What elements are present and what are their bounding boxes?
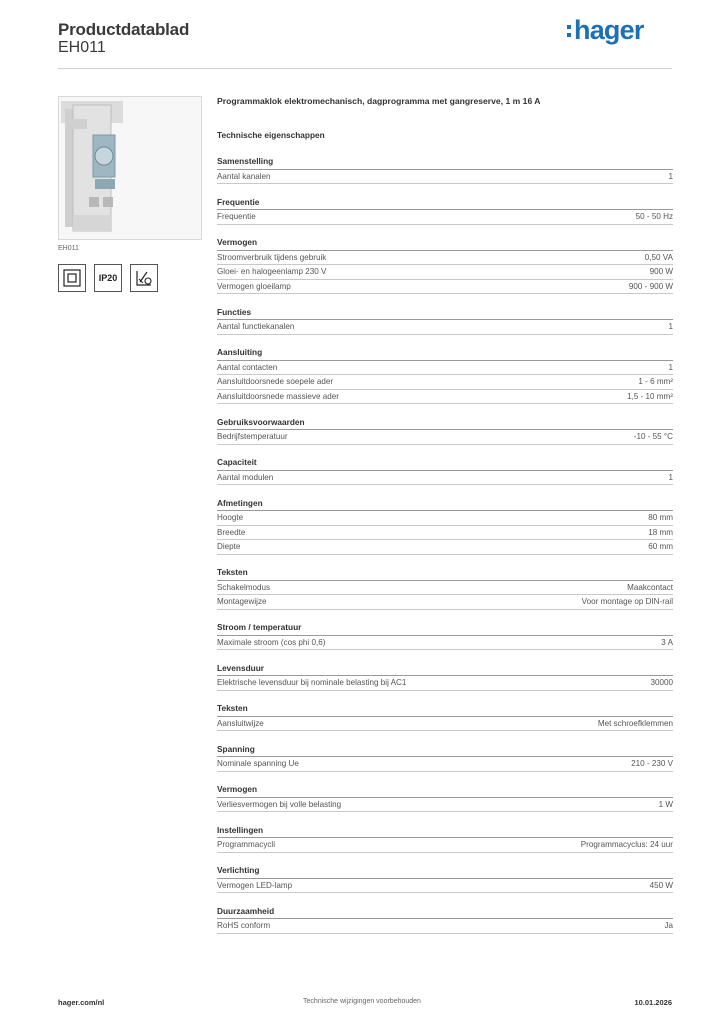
spec-label: Aansluitdoorsnede soepele ader [217, 377, 334, 386]
spec-row [217, 375, 673, 390]
spec-section [217, 566, 673, 610]
spec-row [217, 757, 673, 772]
product-description: Programmaklok elektromechanisch, dagprogramma met gangreserve, 1 m 16 A [217, 96, 541, 106]
section-title: Vermogen [217, 236, 673, 251]
spec-value: Maakcontact [627, 582, 673, 592]
spec-section [217, 743, 673, 772]
spec-row [217, 636, 673, 651]
specifications [217, 96, 673, 934]
spec-label: Hoogte [217, 513, 244, 522]
section-spacer [217, 225, 673, 237]
spec-value: 1,5 - 10 mm² [627, 391, 673, 401]
section-title: Vermogen [217, 783, 673, 798]
hager-logo [567, 16, 655, 46]
spec-row [217, 879, 673, 894]
spec-value: 50 - 50 Hz [635, 212, 673, 221]
logo-dot-upper [567, 25, 571, 29]
spec-label: Elektrische levensduur bij nominale belasting bij AC1 [217, 678, 407, 687]
spec-label: Verliesvermogen bij volle belasting [217, 799, 342, 809]
spec-row [217, 430, 673, 445]
spec-label: Breedte [217, 527, 246, 537]
spec-section [217, 621, 673, 650]
spec-value: Ja [664, 921, 673, 930]
section-title: Frequentie [217, 196, 673, 211]
spec-value: 900 - 900 W [628, 281, 673, 291]
spec-section [217, 306, 673, 335]
spec-section [217, 155, 673, 184]
spec-section [217, 905, 673, 934]
spec-row [217, 717, 673, 732]
section-title: Capaciteit [217, 456, 673, 471]
section-spacer [217, 294, 673, 306]
section-title: Instellingen [217, 824, 673, 839]
spec-label: Vermogen gloeilamp [217, 281, 291, 291]
spec-section [217, 702, 673, 731]
spec-label: Diepte [217, 542, 241, 551]
section-spacer [217, 404, 673, 416]
spec-row [217, 390, 673, 405]
spec-value: 0,50 VA [644, 252, 673, 262]
spec-row [217, 581, 673, 596]
spec-label: Aantal modulen [217, 472, 274, 482]
spec-section [217, 497, 673, 555]
section-spacer [217, 812, 673, 824]
section-spacer [217, 893, 673, 905]
section-title: Spanning [217, 743, 673, 758]
section-title: Levensduur [217, 662, 673, 677]
spec-label: Programmacycli [217, 840, 276, 849]
product-image [58, 96, 202, 240]
image-caption: EH011 [58, 245, 79, 252]
spec-label: Bedrijfstemperatuur [217, 432, 288, 441]
section-title: Verlichting [217, 864, 673, 879]
spec-row [217, 595, 673, 610]
spec-value: 80 mm [648, 513, 673, 522]
spec-row [217, 676, 673, 691]
spec-section [217, 783, 673, 812]
section-title: Teksten [217, 566, 673, 581]
spec-value: Voor montage op DIN-rail [581, 597, 673, 606]
spec-value: 18 mm [648, 527, 673, 537]
spec-section [217, 824, 673, 853]
logo-dot-lower [567, 33, 571, 37]
spec-row [217, 919, 673, 934]
spec-label: Aantal kanalen [217, 171, 271, 181]
section-spacer [217, 445, 673, 457]
spec-label: Stroomverbruik tijdens gebruik [217, 252, 327, 262]
spec-value: 1 [668, 472, 673, 482]
spec-value: 1 [668, 322, 673, 331]
section-spacer [217, 610, 673, 622]
spec-value: 450 W [649, 880, 673, 890]
section-title: Samenstelling [217, 155, 673, 170]
ip20-badge: IP20 [94, 264, 122, 292]
spec-row [217, 526, 673, 541]
spec-value: 210 - 230 V [631, 759, 673, 768]
spec-value: 30000 [650, 678, 673, 687]
spec-section [217, 416, 673, 445]
section-spacer [217, 184, 673, 196]
spec-section [217, 662, 673, 691]
din-rail-mounting-icon [130, 264, 158, 292]
spec-row [217, 265, 673, 280]
spec-section [217, 196, 673, 225]
spec-label: RoHS conform [217, 921, 271, 930]
page-title: Productdatablad [58, 20, 190, 39]
section-title: Aansluiting [217, 346, 673, 361]
spec-label: Montagewijze [217, 597, 267, 606]
spec-value: 3 A [661, 637, 673, 647]
spec-row [217, 798, 673, 813]
spec-label: Vermogen LED-lamp [217, 880, 293, 890]
spec-value: Programmacyclus: 24 uur [580, 840, 673, 849]
spec-label: Aansluitwijze [217, 718, 264, 728]
spec-label: Aantal functiekanalen [217, 322, 295, 331]
section-spacer [217, 335, 673, 347]
spec-row [217, 170, 673, 185]
spec-section [217, 864, 673, 893]
section-title: Stroom / temperatuur [217, 621, 673, 636]
header-divider [58, 68, 672, 69]
spec-row [217, 320, 673, 335]
timer-switch-illustration [59, 97, 201, 239]
spec-row [217, 361, 673, 376]
section-spacer [217, 853, 673, 865]
spec-label: Frequentie [217, 212, 256, 221]
section-spacer [217, 650, 673, 662]
section-title: Teksten [217, 702, 673, 717]
section-spacer [217, 485, 673, 497]
certification-icons [58, 264, 158, 292]
spec-row [217, 540, 673, 555]
spec-row [217, 251, 673, 266]
section-spacer [217, 555, 673, 567]
spec-row [217, 511, 673, 526]
spec-row [217, 838, 673, 853]
logo-text: hager [574, 15, 644, 45]
spec-label: Gloei- en halogeenlamp 230 V [217, 267, 327, 276]
spec-value: Met schroefklemmen [597, 718, 673, 728]
spec-row [217, 280, 673, 295]
section-title: Duurzaamheid [217, 905, 673, 920]
spec-label: Schakelmodus [217, 582, 271, 592]
spec-value: 1 [668, 362, 673, 372]
section-spacer [217, 691, 673, 703]
double-insulation-icon [58, 264, 86, 292]
spec-label: Aantal contacten [217, 362, 278, 372]
section-spacer [217, 772, 673, 784]
section-spacer [217, 731, 673, 743]
spec-sections [217, 155, 673, 934]
spec-label: Nominale spanning Ue [217, 759, 299, 768]
spec-value: 1 [668, 171, 673, 181]
spec-section [217, 236, 673, 294]
footer-website[interactable]: hager.com/nl [58, 998, 105, 1007]
section-title: Afmetingen [217, 497, 673, 512]
footer-date: 10.01.2026 [634, 998, 672, 1007]
section-title: Gebruiksvoorwaarden [217, 416, 673, 431]
spec-label: Aansluitdoorsnede massieve ader [217, 391, 339, 401]
spec-value: 900 W [649, 267, 673, 276]
tech-heading: Technische eigenschappen [217, 130, 325, 140]
spec-row [217, 471, 673, 486]
spec-value: -10 - 55 °C [633, 432, 673, 441]
product-code: EH011 [58, 39, 106, 56]
spec-value: 60 mm [648, 542, 673, 551]
spec-value: 1 - 6 mm² [638, 377, 673, 386]
section-title: Functies [217, 306, 673, 321]
spec-section [217, 456, 673, 485]
spec-label: Maximale stroom (cos phi 0,6) [217, 637, 326, 647]
spec-section [217, 346, 673, 404]
footer-notice: Technische wijzigingen voorbehouden [303, 998, 421, 1005]
spec-row [217, 210, 673, 225]
spec-value: 1 W [658, 799, 673, 809]
